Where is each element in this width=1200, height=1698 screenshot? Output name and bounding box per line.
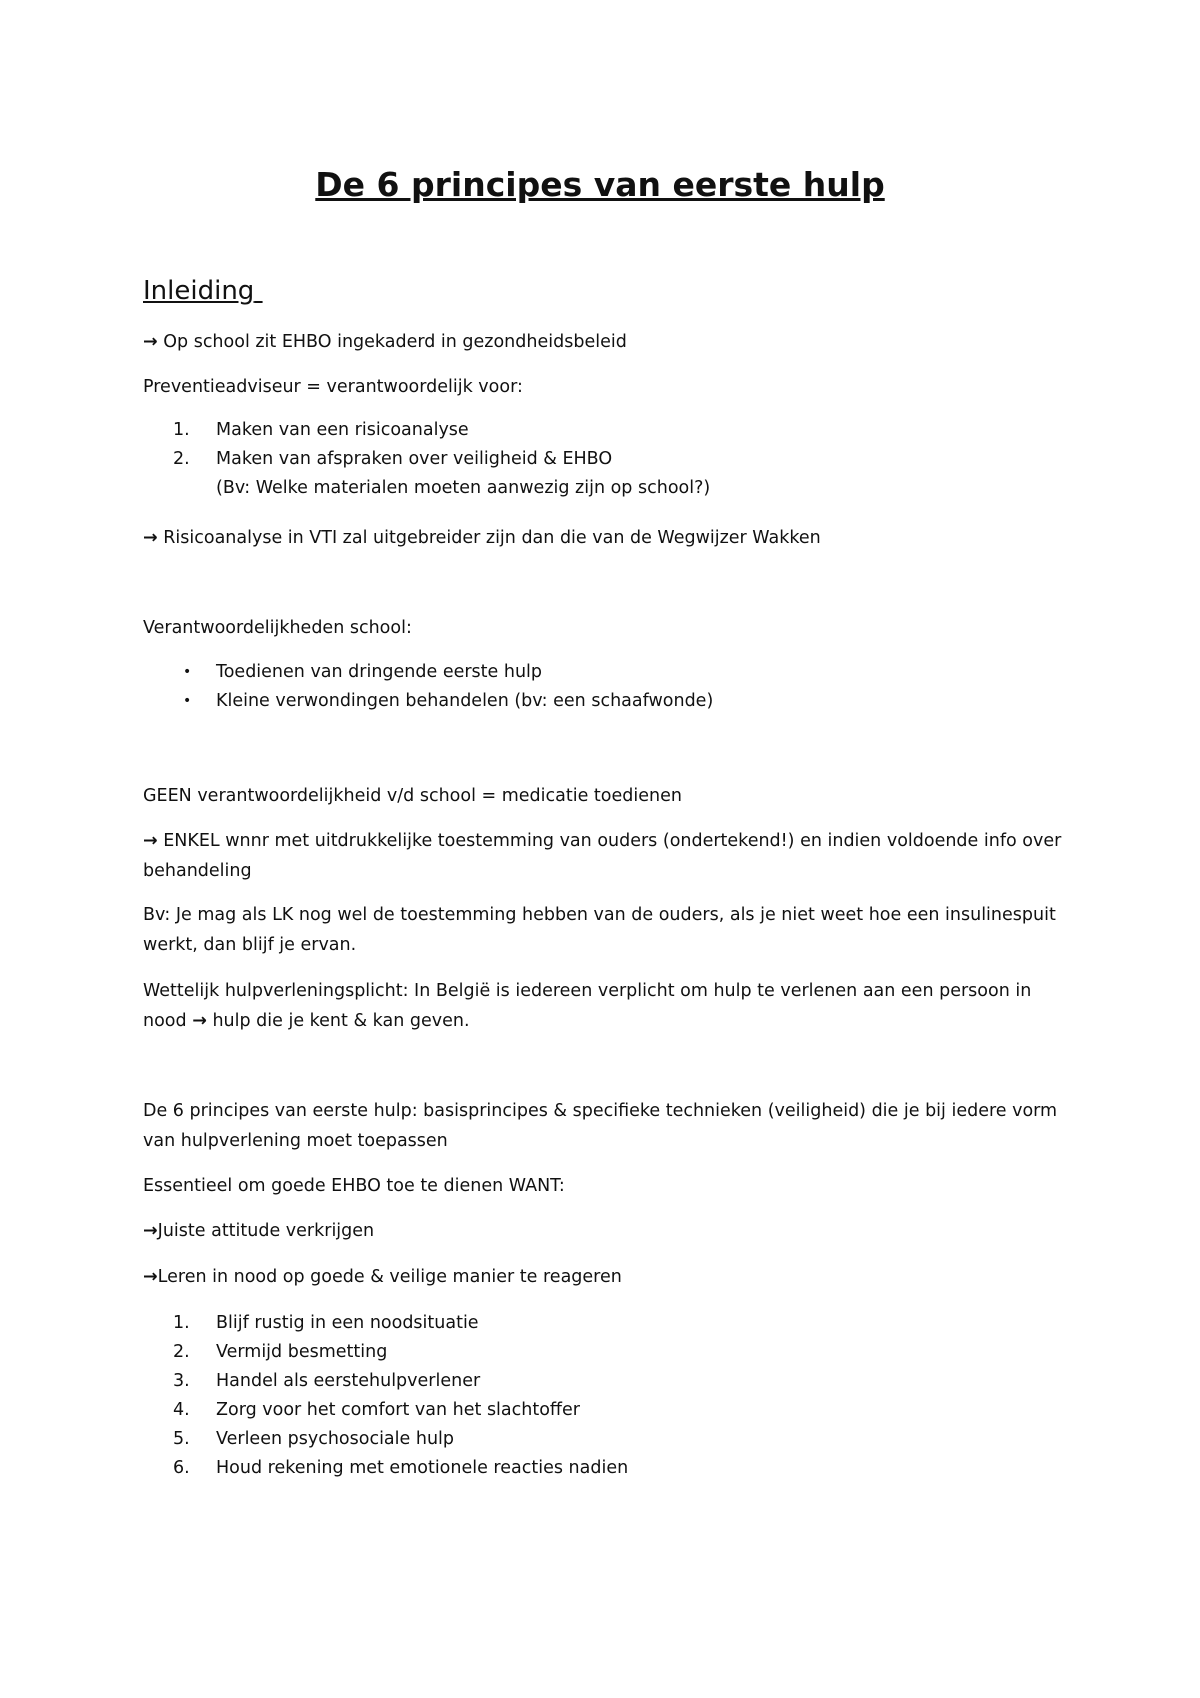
paragraph-essentieel: Essentieel om goede EHBO toe te dienen WANT: [143,1176,565,1196]
arrow-icon: → [143,1267,158,1287]
section-heading-text: Inleiding [143,276,255,306]
arrow-icon: → [192,1011,207,1031]
paragraph-enkel [143,826,1063,886]
arrow-icon: → [143,332,158,352]
list-item [143,687,1063,716]
list-item-text: Maken van afspraken over veiligheid & EHBO [216,449,613,469]
paragraph-risicoanalyse [143,523,1063,553]
list-item-subtext: (Bv: Welke materialen moeten aanwezig zijn op school?) [216,478,711,498]
paragraph-text: Op school zit EHBO ingekaderd in gezondheidsbeleid [163,332,627,352]
paragraph-verantwoordelijkheden: Verantwoordelijkheden school: [143,618,412,638]
numbered-list-2 [143,1309,1063,1483]
paragraph-geen-verantwoordelijkheid: GEEN verantwoordelijkheid v/d school = medicatie toedienen [143,786,682,806]
paragraph-preventieadviseur: Preventieadviseur = verantwoordelijk voor: [143,377,523,397]
arrow-icon: → [143,528,158,548]
list-item [143,1309,1063,1338]
paragraph-text: Risicoanalyse in VTI zal uitgebreider zijn dan die van de Wegwijzer Wakken [163,528,821,548]
paragraph-juiste-attitude [143,1216,1063,1246]
list-item-text: Houd rekening met emotionele reacties nadien [216,1458,629,1478]
list-number: 6. [173,1458,190,1478]
list-item [143,1454,1063,1483]
numbered-list-1 [143,416,1063,503]
arrow-icon: → [143,831,158,851]
paragraph-voorbeeld: Bv: Je mag als LK nog wel de toestemming hebben van de ouders, als je niet weet hoe een insulinespuit werkt, dan blijf je ervan. [143,905,1056,955]
list-number: 5. [173,1429,190,1449]
bullet-icon: • [183,664,192,680]
paragraph-zes-principes: De 6 principes van eerste hulp: basisprincipes & specifieke technieken (veiligheid) die je bij iedere vorm van hulpverlening moet toepassen [143,1101,1058,1151]
list-item [143,1425,1063,1454]
paragraph-text: Wettelijk hulpverleningsplicht: In België is iedereen verplicht om hulp te verlenen aan een persoon in nood [143,981,1032,1031]
list-number: 4. [173,1400,190,1420]
list-item-text: Handel als eerstehulpverlener [216,1371,481,1391]
paragraph-hulpverleningsplicht [143,976,1063,1036]
section-heading [143,274,263,308]
list-item [143,1396,1063,1425]
bullet-list [143,658,1063,716]
list-item-text: Maken van een risicoanalyse [216,420,469,440]
paragraph-text: Juiste attitude verkrijgen [157,1221,375,1241]
list-number: 2. [173,449,190,469]
list-number: 2. [173,1342,190,1362]
list-item-continuation [143,474,1063,503]
list-item-text: Verleen psychosociale hulp [216,1429,455,1449]
list-item-text: Vermijd besmetting [216,1342,388,1362]
list-item-text: Blijf rustig in een noodsituatie [216,1313,479,1333]
paragraph-op-school [143,327,1063,357]
list-item [143,416,1063,445]
list-number: 1. [173,420,190,440]
list-item [143,658,1063,687]
list-item-text: Toedienen van dringende eerste hulp [216,662,543,682]
paragraph-text-end: hulp die je kent & kan geven. [212,1011,470,1031]
list-number: 1. [173,1313,190,1333]
paragraph-leren [143,1262,1063,1292]
list-item-text: Kleine verwondingen behandelen (bv: een schaafwonde) [216,691,714,711]
list-number: 3. [173,1371,190,1391]
list-item [143,1367,1063,1396]
list-item [143,1338,1063,1367]
paragraph-text: Leren in nood op goede & veilige manier te reageren [157,1267,622,1287]
document-title: De 6 principes van eerste hulp [315,165,885,204]
paragraph-text: ENKEL wnnr met uitdrukkelijke toestemming van ouders (ondertekend!) en indien voldoende info over behandeling [143,831,1062,881]
list-item [143,445,1063,474]
bullet-icon: • [183,693,192,709]
arrow-icon: → [143,1221,158,1241]
list-item-text: Zorg voor het comfort van het slachtoffer [216,1400,580,1420]
